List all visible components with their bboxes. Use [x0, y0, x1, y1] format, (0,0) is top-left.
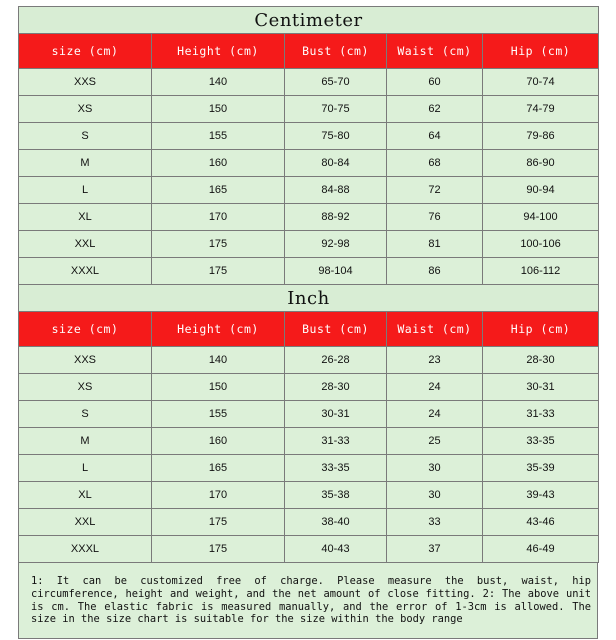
bust-cell: 40-43	[285, 536, 387, 563]
height-cell: 175	[152, 536, 285, 563]
bust-cell: 92-98	[285, 231, 387, 258]
bust-cell: 28-30	[285, 374, 387, 401]
col-header-height: Height (cm)	[152, 34, 285, 69]
hip-cell: 28-30	[483, 347, 599, 374]
table-row	[19, 150, 599, 177]
bust-cell: 35-38	[285, 482, 387, 509]
size-cell: S	[19, 401, 152, 428]
hip-cell: 39-43	[483, 482, 599, 509]
height-cell: 170	[152, 482, 285, 509]
height-cell: 140	[152, 69, 285, 96]
col-header-bust: Bust (cm)	[285, 312, 387, 347]
table-row	[19, 401, 599, 428]
hip-cell: 30-31	[483, 374, 599, 401]
waist-cell: 72	[387, 177, 483, 204]
bust-cell: 75-80	[285, 123, 387, 150]
table-row	[19, 455, 599, 482]
size-cell: XXS	[19, 69, 152, 96]
col-header-height: Height (cm)	[152, 312, 285, 347]
hip-cell: 86-90	[483, 150, 599, 177]
waist-cell: 86	[387, 258, 483, 285]
size-cell: XL	[19, 204, 152, 231]
table-row	[19, 428, 599, 455]
height-cell: 160	[152, 428, 285, 455]
table-row	[19, 509, 599, 536]
hip-cell: 33-35	[483, 428, 599, 455]
height-cell: 170	[152, 204, 285, 231]
bust-cell: 65-70	[285, 69, 387, 96]
bust-cell: 38-40	[285, 509, 387, 536]
hip-cell: 106-112	[483, 258, 599, 285]
hip-cell: 43-46	[483, 509, 599, 536]
table-row	[19, 482, 599, 509]
table-row	[19, 231, 599, 258]
waist-cell: 68	[387, 150, 483, 177]
centimeter-table	[18, 6, 599, 563]
waist-cell: 60	[387, 69, 483, 96]
inch-title: Inch	[19, 285, 599, 312]
size-cell: S	[19, 123, 152, 150]
table-row	[19, 258, 599, 285]
size-cell: XL	[19, 482, 152, 509]
waist-cell: 24	[387, 374, 483, 401]
height-cell: 150	[152, 96, 285, 123]
waist-cell: 64	[387, 123, 483, 150]
height-cell: 165	[152, 177, 285, 204]
size-cell: L	[19, 455, 152, 482]
bust-cell: 80-84	[285, 150, 387, 177]
height-cell: 175	[152, 258, 285, 285]
hip-cell: 35-39	[483, 455, 599, 482]
height-cell: 155	[152, 401, 285, 428]
col-header-hip: Hip (cm)	[483, 34, 599, 69]
table-row	[19, 96, 599, 123]
waist-cell: 76	[387, 204, 483, 231]
height-cell: 150	[152, 374, 285, 401]
hip-cell: 31-33	[483, 401, 599, 428]
bust-cell: 33-35	[285, 455, 387, 482]
size-cell: XXL	[19, 509, 152, 536]
size-cell: XXXL	[19, 536, 152, 563]
bust-cell: 30-31	[285, 401, 387, 428]
waist-cell: 33	[387, 509, 483, 536]
table-row	[19, 123, 599, 150]
col-header-waist: Waist (cm)	[387, 312, 483, 347]
height-cell: 175	[152, 231, 285, 258]
size-chart	[18, 6, 598, 639]
col-header-size: size (cm)	[19, 312, 152, 347]
size-cell: XXS	[19, 347, 152, 374]
size-cell: M	[19, 150, 152, 177]
bust-cell: 26-28	[285, 347, 387, 374]
table-row	[19, 69, 599, 96]
size-cell: XS	[19, 96, 152, 123]
bust-cell: 70-75	[285, 96, 387, 123]
waist-cell: 30	[387, 482, 483, 509]
height-cell: 165	[152, 455, 285, 482]
centimeter-header-row	[19, 34, 599, 69]
waist-cell: 30	[387, 455, 483, 482]
col-header-size: size (cm)	[19, 34, 152, 69]
table-row	[19, 374, 599, 401]
table-row	[19, 347, 599, 374]
table-row	[19, 177, 599, 204]
size-cell: M	[19, 428, 152, 455]
col-header-waist: Waist (cm)	[387, 34, 483, 69]
col-header-hip: Hip (cm)	[483, 312, 599, 347]
waist-cell: 81	[387, 231, 483, 258]
col-header-bust: Bust (cm)	[285, 34, 387, 69]
table-row	[19, 204, 599, 231]
bust-cell: 31-33	[285, 428, 387, 455]
waist-cell: 24	[387, 401, 483, 428]
bust-cell: 98-104	[285, 258, 387, 285]
measurement-note: 1: It can be customized free of charge. Please measure the bust, waist, hip circumference, height and weight, and the net amount of close fitting. 2: The above unit is cm. The elastic fabric is measured manually, and the error of 1-3cm is allowed. The size in the size chart is suitable for the size within the body range	[18, 563, 598, 639]
size-cell: L	[19, 177, 152, 204]
hip-cell: 100-106	[483, 231, 599, 258]
waist-cell: 25	[387, 428, 483, 455]
hip-cell: 79-86	[483, 123, 599, 150]
table-row	[19, 536, 599, 563]
waist-cell: 62	[387, 96, 483, 123]
hip-cell: 46-49	[483, 536, 599, 563]
waist-cell: 37	[387, 536, 483, 563]
size-cell: XXL	[19, 231, 152, 258]
bust-cell: 84-88	[285, 177, 387, 204]
size-cell: XS	[19, 374, 152, 401]
hip-cell: 90-94	[483, 177, 599, 204]
height-cell: 155	[152, 123, 285, 150]
hip-cell: 74-79	[483, 96, 599, 123]
hip-cell: 94-100	[483, 204, 599, 231]
centimeter-title: Centimeter	[19, 7, 599, 34]
waist-cell: 23	[387, 347, 483, 374]
inch-header-row	[19, 312, 599, 347]
height-cell: 160	[152, 150, 285, 177]
bust-cell: 88-92	[285, 204, 387, 231]
size-cell: XXXL	[19, 258, 152, 285]
height-cell: 140	[152, 347, 285, 374]
height-cell: 175	[152, 509, 285, 536]
hip-cell: 70-74	[483, 69, 599, 96]
